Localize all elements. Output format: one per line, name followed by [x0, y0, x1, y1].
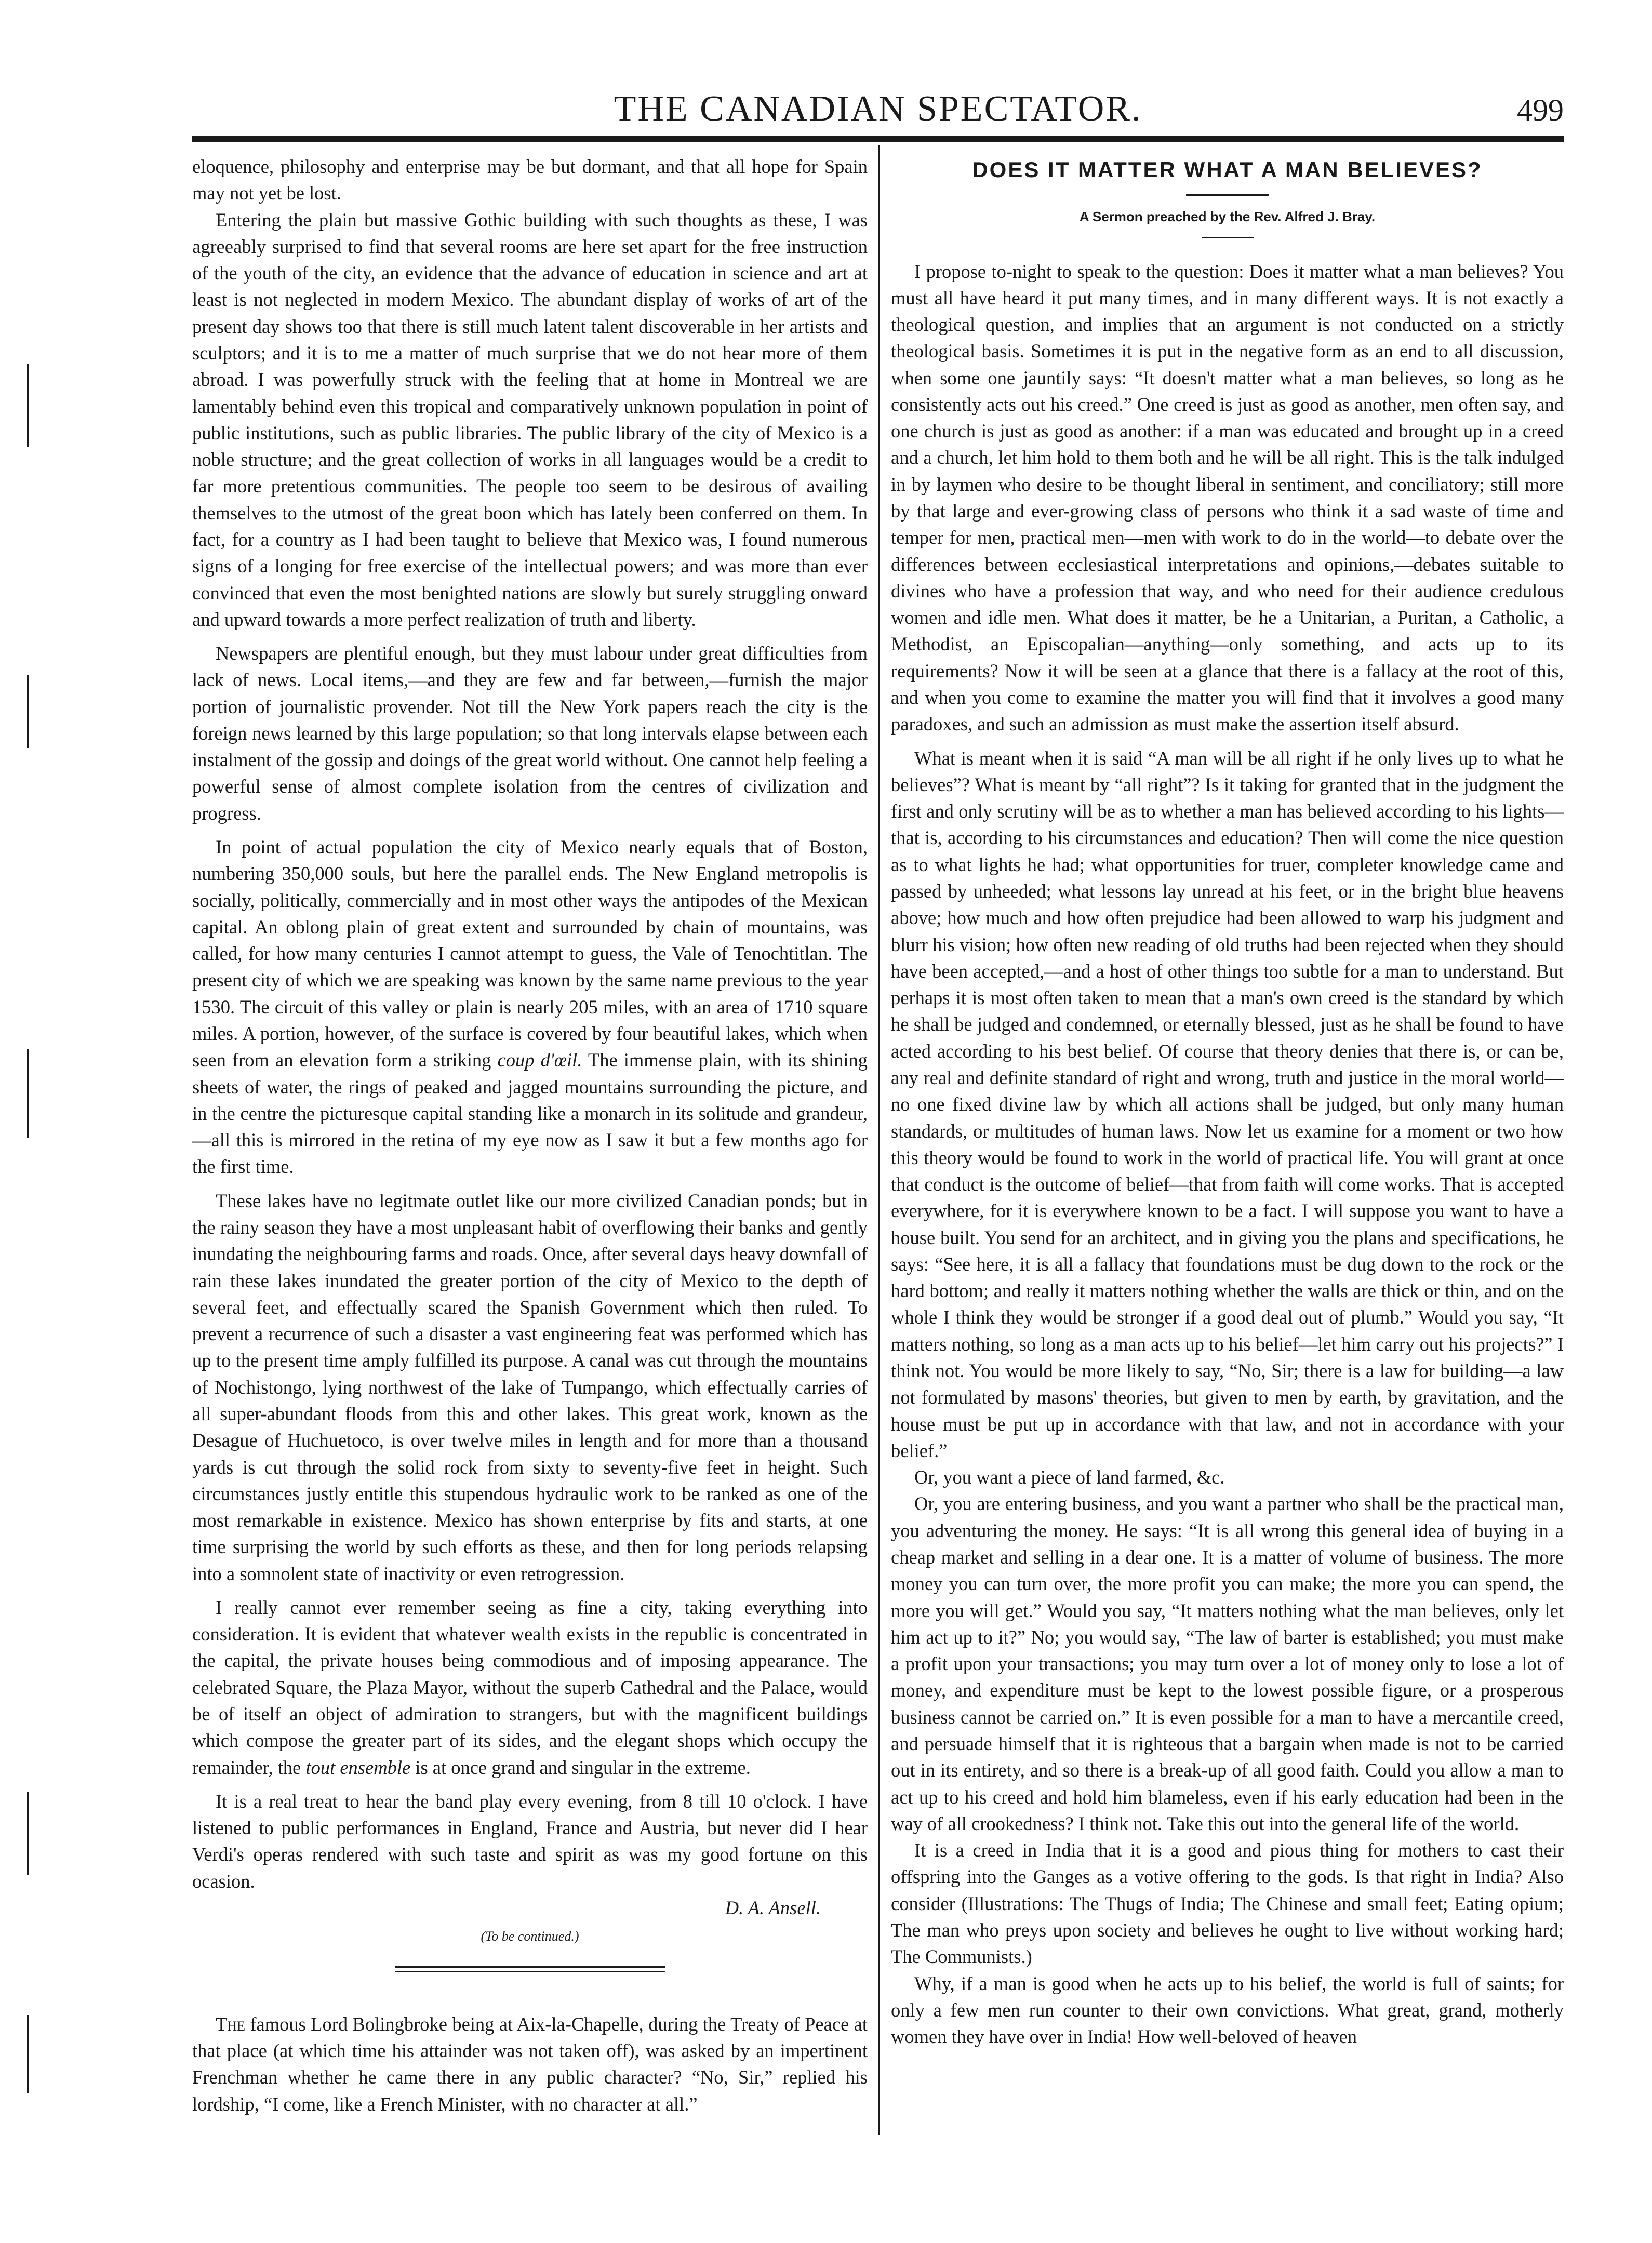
masthead: [192, 78, 1564, 132]
paragraph: It is a creed in India that it is a good and pious thing for mothers to cast their offspring into the Ganges as a votive offering to the gods. Is that right in India? Also consider (Illustrations: The Thugs of India; The Chinese and small feet; Eating opium; The man who preys upon society and believes he ought to live without working hard; The Communists.): [891, 1839, 1564, 1968]
paragraph: I propose to-night to speak to the question: Does it matter what a man believes? You must all have heard it put many times, and in many different ways. It is not exactly a theological question, and implies that an argument is not conducted on a strictly theological basis. Sometimes it is put in the negative form as an end to all discussion, when some one jauntily says: “It doesn't matter what a man believes, so long as he consistently acts out his creed.” One creed is just as good as another, men often say, and one church is just as good as another: if a man was educated and brought up in a creed and a church, let him hold to them both and he will be all right. This is the talk indulged in by laymen who desire to be thought liberal in sentiment, and conciliatory; still more by that large and ever-growing class of persons who think it a sad waste of time and temper for men, practical men—men with work to do in the world—to debate over the differences between ecclesiastical interpretations and opinions,—debates suitable to divines who have a profession that way, and who need for their audience credulous women and idle men. What does it matter, be he a Unitarian, a Puritan, a Catholic, a Methodist, an Episcopalian—anything—only something, and acts up to its requirements? Now it will be seen at a glance that there is a fallacy at the root of this, and when you come to examine the matter you will find that it involves a good many paradoxes, and such an admission as must make the assertion itself absurd.: [891, 260, 1564, 735]
text-run: famous Lord Bolingbroke being at Aix-la-Chapelle, during the Treaty of Peace at that place (at which time his attainder was not taken off), was asked by an impertinent Frenchman whether he came there in any public character? “No, Sir,” replied his lordship, “I come, like a French Minister, with no character at all.”: [192, 2013, 868, 2115]
paragraph: Why, if a man is good when he acts up to his belief, the world is full of saints; for only a few men run counter to their own convictions. What great, grand, motherly women they have over in India! How well-beloved of heaven: [891, 1972, 1564, 2048]
article-byline: A Sermon preached by the Rev. Alfred J. Bray.: [1079, 209, 1376, 224]
paragraph: What is meant when it is said “A man will be all right if he only lives up to what he believes”? What is meant by “all right”? Is it taking for granted that in the judgment the first and only scrutiny will be as to whether a man has believed according to his lights—that is, according to his circumstances and education? Then will come the nice question as to what lights he had; what opportunities for truer, completer knowledge came and passed by unheeded; what lessons lay unread at his feet, or in the bright blue heavens above; how much and how often prejudice had been allowed to warp his judgment and blurr his vision; how often new reading of old truths had been rejected when they should have been accepted,—and a host of other things too subtle for a man to understand. But perhaps it is most often taken to mean that a man's own creed is the standard by which he shall be judged and condemned, or eternally blessed, just as he shall be found to have acted according to his best belief. Of course that theory denies that there is, or can be, any real and definite standard of right and wrong, truth and justice in the moral world—no one fixed divine law by which all actions shall be judged, but only many human standards, or multitudes of human laws. Now let us examine for a moment or two how this theory would be found to work in the world of practical life. You will grant at once that conduct is the outcome of belief—that from faith will come works. That is accepted everywhere, for it is everywhere known to be a fact. I will suppose you want to have a house built. You send for an architect, and in giving you the plans and specifications, he says: “See here, it is all a fallacy that foundations must be dug down to the rock or the hard bottom; and really it matters nothing whether the walls are thick or thin, and on the whole I think they would be stronger if a good deal out of plumb.” Would you say, “It matters nothing, so long as a man acts up to his belief—let him carry out his projects?” I think not. You would be more likely to say, “No, Sir; there is a law for building—a law not formulated by masons' theories, but given to men by earth, by gravitation, and the house must be put up in accordance with that law, and not in accordance with your belief.”: [891, 747, 1564, 1461]
paragraph: These lakes have no legitmate outlet like our more civilized Canadian ponds; but in the rainy season they have a most unpleasant habit of overflowing their banks and gently inundating the neighbouring farms and roads. Once, after several days heavy downfall of rain these lakes inundated the greater portion of the city of Mexico to the depth of several feet, and effectually scared the Spanish Government which then ruled. To prevent a recurrence of such a disaster a vast engineering feat was performed which has up to the present time amply fulfilled its purpose. A canal was cut through the mountains of Nochistongo, lying northwest of the lake of Tumpango, which effectually carries of all super-abundant floods from this and other lakes. This great work, known as the Desague of Huchuetoco, is over twelve miles in length and for more than a thousand yards is cut through the solid rock from sixty to seventy-five feet in height. Such circumstances justly entitle this stupendous hydraulic work to be ranked as one of the most remarkable in existence. Mexico has shown enterprise by fits and starts, at one time surprising the world by such efforts as these, and then for long periods relapsing into a somnolent state of inactivity or even retrogression.: [192, 1190, 868, 1584]
paragraph: It is a real treat to hear the band play every evening, from 8 till 10 o'clock. I have listened to public performances in England, France and Austria, but never did I hear Verdi's operas rendered with such taste and spirit as was my good fortune on this ocasion.: [192, 1790, 868, 1892]
page-number: 499: [1517, 93, 1564, 127]
lead-word: The: [216, 2013, 245, 2035]
margin-mark: [27, 675, 29, 748]
header-rule: [192, 136, 1564, 142]
section-divider: [395, 1966, 665, 1972]
author-signature: D. A. Ansell.: [725, 1897, 821, 1918]
paragraph: Or, you are entering business, and you want a partner who shall be the practical man, you adventuring the money. He says: “It is all wrong this general idea of buying in a cheap market and selling in a dear one. It is a matter of volume of business. The more money you can turn over, the more profit you can make; the more you can spend, the more you will get.” Would you say, “It matters nothing what the man believes, only let him act up to it?” No; you would say, “The law of barter is established; you must make a profit upon your transactions; you may turn over a lot of money only to lose a lot of money, and expenditure must be kept to the lowest possible figure, or a prosperous business cannot be carried on.” It is even possible for a man to have a mercantile creed, and persuade himself that it is righteous that a bargain when made is not to be carried out in its entirety, and so there is a break-up of all good faith. Could you allow a man to act up to his creed and hold him blameless, even if his early education had been in the way of all crookedness? I think not. Take this out into the general life of the world.: [891, 1493, 1564, 1834]
paragraph: [192, 1594, 868, 1781]
text-run: In point of actual population the city of Mexico nearly equals that of Boston, numbering 350,000 souls, but here the parallel ends. The New England metropolis is socially, politically, commercially and in most other ways the antipodes of the Mexican capital. An oblong plain of great extent and surrounded by chain of mountains, was called, for how many centuries I cannot attempt to guess, the Vale of Tenochtitlan. The present city of which we are speaking was known by the same name previous to the year 1530. The circuit of this valley or plain is nearly 205 miles, with an area of 1710 square miles. A portion, however, of the surface is covered by four beautiful lakes, which when seen from an elevation form a striking: [192, 836, 868, 1071]
anecdote-paragraph: [192, 2011, 868, 2117]
margin-mark: [27, 1049, 29, 1138]
margin-mark: [27, 2015, 29, 2093]
column-divider: [878, 145, 880, 2135]
continued-note: (To be continued.): [481, 1929, 579, 1944]
publication-title: THE CANADIAN SPECTATOR.: [614, 89, 1142, 129]
byline-rule: [1202, 237, 1254, 238]
paragraph: Or, you want a piece of land farmed, &c.: [914, 1466, 1225, 1488]
paragraph: [192, 834, 868, 1180]
text-run: is at once grand and singular in the extreme.: [410, 1756, 751, 1778]
article-title: DOES IT MATTER WHAT A MAN BELIEVES?: [972, 157, 1483, 182]
text-run: I really cannot ever remember seeing as fine a city, taking everything into consideration. It is evident that whatever wealth exists in the republic is concentrated in the capital, the private houses being commodious and of imposing appearance. The celebrated Square, the Plaza Mayor, without the superb Cathedral and the Palace, would be of itself an object of admiration to strangers, but with the magnificent buildings which compose the greater part of its sides, and the elegant shops which occupy the remainder, the: [192, 1596, 868, 1778]
italic-phrase: coup d'œil.: [497, 1049, 582, 1071]
title-rule: [1186, 194, 1269, 196]
left-column: [192, 153, 868, 2117]
text-run: The immense plain, with its shining sheets of water, the rings of peaked and jagged mountains surrounding the picture, and in the centre the picturesque capital standing like a monarch in its solitude and grandeur,—all this is mirrored in the retina of my eye now as I saw it but a few months ago for the first time.: [192, 1049, 868, 1178]
margin-mark: [27, 1792, 29, 1875]
italic-phrase: tout ensemble: [305, 1756, 411, 1778]
signoff: [192, 1894, 868, 1921]
margin-mark: [27, 364, 29, 447]
paragraph: Entering the plain but massive Gothic building with such thoughts as these, I was agreeably surprised to find that several rooms are here set apart for the free instruction of the youth of the city, an evidence that the advance of education in science and art at least is not neglected in modern Mexico. The abundant display of works of art of the present day shows too that there is still much latent talent discoverable in her artists and sculptors; and it is to me a matter of much surprise that we do not hear more of them abroad. I was powerfully struck with the feeling that at home in Montreal we are lamentably behind even this tropical and comparatively unknown population in point of public institutions, such as public libraries. The public library of the city of Mexico is a noble structure; and the great collection of works in all languages would be a credit to far more pretentious communities. The people too seem to be desirous of availing themselves to the utmost of the great boon which has lately been conferred on them. In fact, for a country as I had been taught to believe that Mexico was, I found numerous signs of a longing for free exercise of the intellectual powers; and was more than ever convinced that even the most benighted nations are slowly but surely struggling onward and upward towards a more perfect realization of truth and liberty.: [192, 209, 868, 630]
paragraph: eloquence, philosophy and enterprise may be but dormant, and that all hope for Spain may not yet be lost.: [192, 156, 868, 204]
right-column: [891, 153, 1564, 2050]
paragraph: Newspapers are plentiful enough, but they must labour under great difficulties from lack of news. Local items,—and they are few and far between,—furnish the major portion of journalistic provender. Not till the New York papers reach the city is the foreign news learned by this large population; so that long intervals elapse between each instalment of the gossip and doings of the great world without. One cannot help feeling a powerful sense of almost complete isolation from the centres of civilization and progress.: [192, 643, 868, 824]
